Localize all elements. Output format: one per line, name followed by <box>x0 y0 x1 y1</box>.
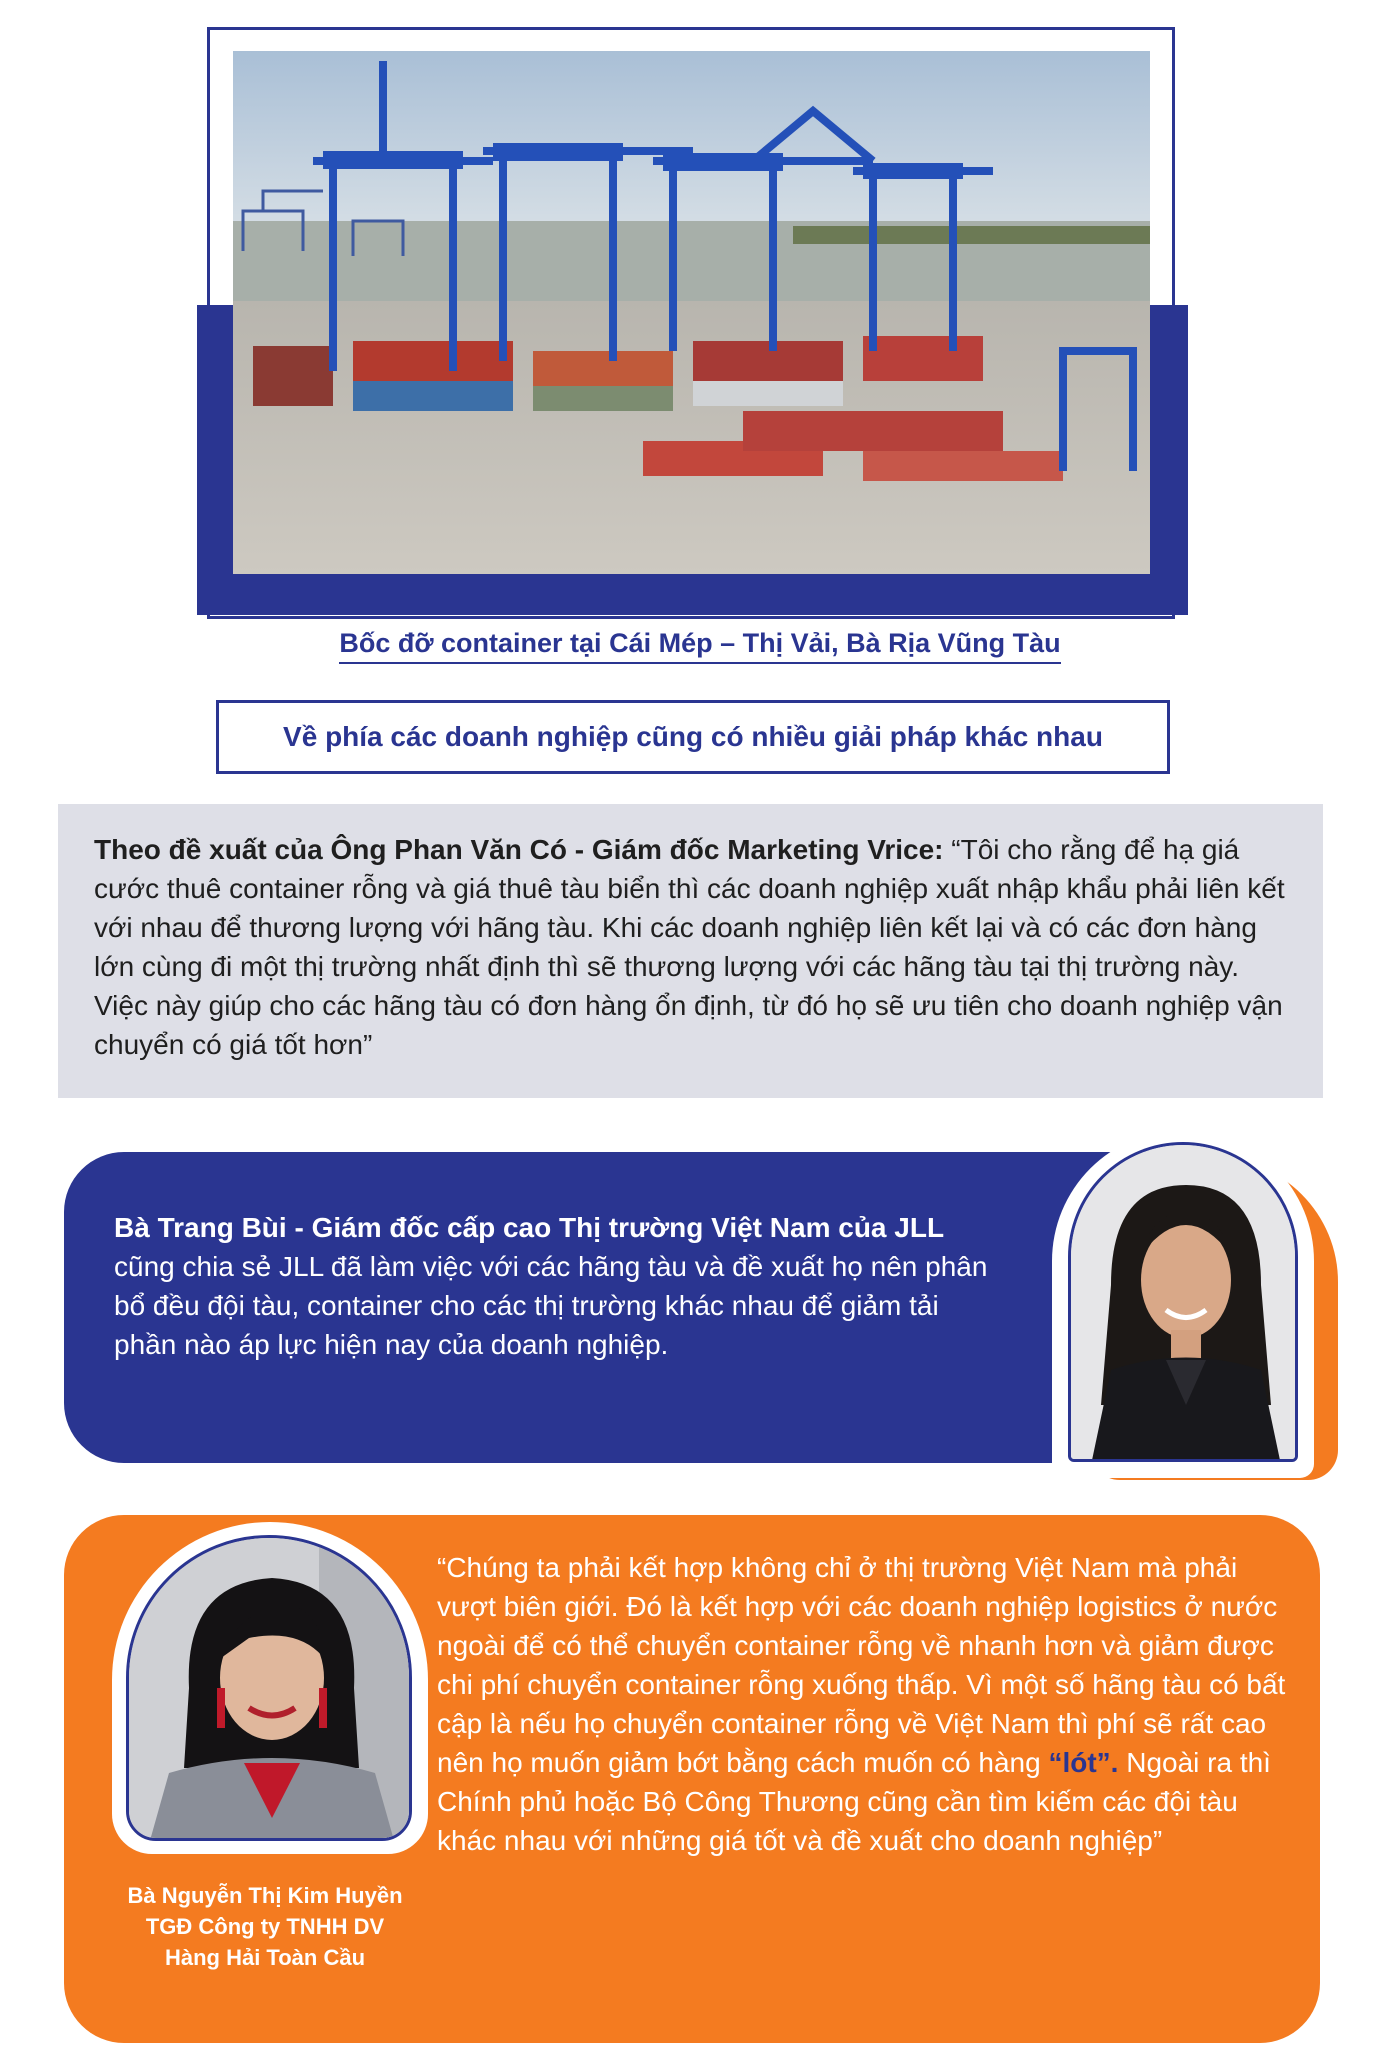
quote3-highlight: “lót”. <box>1048 1747 1119 1778</box>
quote2-speaker: Bà Trang Bùi - Giám đốc cấp cao Thị trường Việt Nam của JLL <box>114 1212 945 1243</box>
port-photo <box>233 51 1150 574</box>
quote3-text <box>437 1548 1287 1860</box>
kim-huyen-title: TGĐ Công ty TNHH DV <box>145 1914 385 1939</box>
kim-huyen-company: Hàng Hải Toàn Cầu <box>164 1945 366 1970</box>
portrait-trang-bui-illustration <box>1071 1145 1298 1462</box>
quote3-text-before: “Chúng ta phải kết hợp không chỉ ở thị trường Việt Nam mà phải vượt biên giới. Đó là kết hợp với các doanh nghiệp logistics ở nước ngoài để có thể chuyển container rỗng về nhanh hơn và giảm được chi phí chuyển container rỗng xuống thấp. Vì một số hãng tàu có bất cập là nếu họ chuyển container rỗng về Việt Nam thì phí sẽ rất cao nên họ muốn giảm bớt bằng cách muốn có hàng <box>437 1552 1286 1778</box>
portrait-trang-bui <box>1068 1142 1298 1462</box>
port-photo-illustration <box>233 51 1150 574</box>
portrait-kim-huyen-illustration <box>129 1538 412 1841</box>
kim-huyen-caption <box>100 1880 430 1973</box>
quote-box-phan-van-co <box>58 804 1323 1098</box>
portrait-kim-huyen <box>126 1535 412 1841</box>
quote-card-trang-bui <box>64 1152 1174 1463</box>
caption-text: Bốc đỡ container tại Cái Mép – Thị Vải, Bà Rịa Vũng Tàu <box>339 628 1060 664</box>
section-subheading: Về phía các doanh nghiệp cũng có nhiều giải pháp khác nhau <box>216 700 1170 774</box>
quote1-speaker: Theo đề xuất của Ông Phan Văn Có - Giám đốc Marketing Vrice: <box>94 834 944 865</box>
quote2-text: cũng chia sẻ JLL đã làm việc với các hãng tàu và đề xuất họ nên phân bổ đều đội tàu, container cho các thị trường khác nhau để giảm tải phần nào áp lực hiện nay của doanh nghiệp. <box>114 1251 988 1360</box>
quote3-text-after: Ngoài ra thì Chính phủ hoặc Bộ Công Thương cũng cần tìm kiếm các đội tàu khác nhau với những giá tốt và đề xuất cho doanh nghiệp” <box>437 1747 1271 1856</box>
kim-huyen-name: Bà Nguyễn Thị Kim Huyền <box>127 1883 403 1908</box>
photo-caption <box>0 628 1400 659</box>
quote1-text: “Tôi cho rằng để hạ giá cước thuê container rỗng và giá thuê tàu biển thì các doanh nghiệp xuất nhập khẩu phải liên kết với nhau để thương lượng với hãng tàu. Khi các doanh nghiệp liên kết lại và có các đơn hàng lớn cùng đi một thị trường nhất định thì sẽ thương lượng với các hãng tàu tại thị trường này. Việc này giúp cho các hãng tàu có đơn hàng ổn định, từ đó họ sẽ ưu tiên cho doanh nghiệp vận chuyển có giá tốt hơn” <box>94 834 1285 1060</box>
